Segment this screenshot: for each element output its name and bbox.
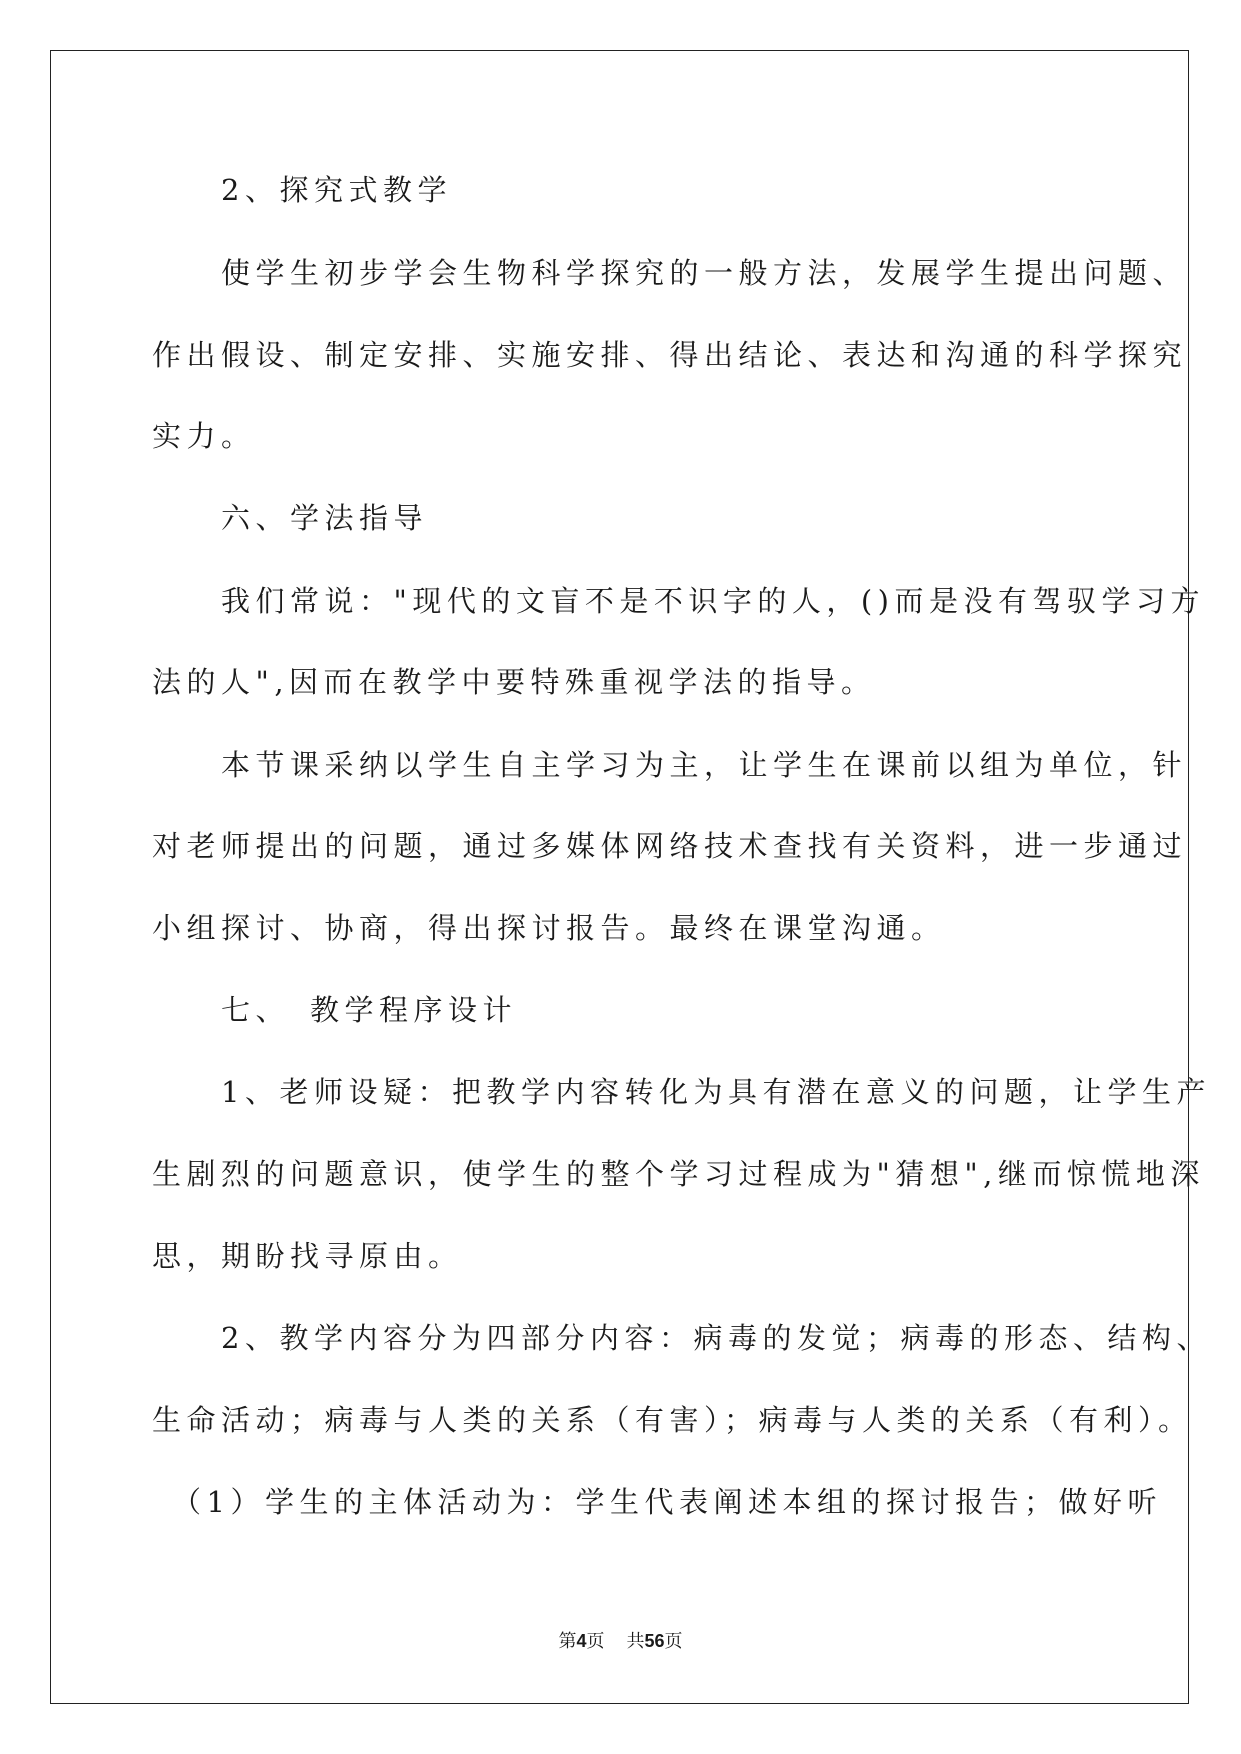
footer-total-suffix: 页: [664, 1631, 683, 1652]
text-line: 实力。: [152, 419, 256, 453]
footer-total-prefix: 共: [626, 1631, 645, 1652]
text-line: 2、探究式教学: [152, 173, 452, 207]
text-line: 1、老师设疑：把教学内容转化为具有潜在意义的问题，让学生产: [152, 1075, 1211, 1109]
text-line: 思，期盼找寻原由。: [152, 1239, 463, 1273]
text-line: （1）学生的主体活动为：学生代表阐述本组的探讨报告；做好听: [152, 1485, 1162, 1519]
footer-prefix: 第: [558, 1631, 577, 1652]
text-line: 我们常说："现代的文盲不是不识字的人，()而是没有驾驭学习方: [152, 584, 1205, 618]
text-line: 法的人",因而在教学中要特殊重视学法的指导。: [152, 665, 876, 699]
text-line: 使学生初步学会生物科学探究的一般方法，发展学生提出问题、: [152, 256, 1188, 290]
text-line: 生剧烈的问题意识，使学生的整个学习过程成为"猜想",继而惊慌地深: [152, 1157, 1205, 1191]
text-line: 六、学法指导: [152, 501, 429, 535]
footer-page-suffix: 页: [586, 1631, 605, 1652]
text-line: 对老师提出的问题，通过多媒体网络技术查找有关资料，进一步通过: [152, 829, 1188, 863]
text-line: 本节课采纳以学生自主学习为主，让学生在课前以组为单位，针: [152, 748, 1188, 782]
text-line: 生命活动；病毒与人类的关系（有害）；病毒与人类的关系（有利）。: [152, 1403, 1193, 1437]
text-line: 七、 教学程序设计: [152, 993, 518, 1027]
page-border: [50, 50, 1189, 1704]
text-line: 2、教学内容分为四部分内容：病毒的发觉；病毒的形态、结构、: [152, 1321, 1211, 1355]
page-footer: [0, 1627, 1241, 1653]
page-number: 4: [576, 1631, 587, 1651]
text-line: 小组探讨、协商，得出探讨报告。最终在课堂沟通。: [152, 911, 946, 945]
total-pages: 56: [644, 1631, 665, 1651]
text-line: 作出假设、制定安排、实施安排、得出结论、表达和沟通的科学探究: [152, 338, 1188, 372]
